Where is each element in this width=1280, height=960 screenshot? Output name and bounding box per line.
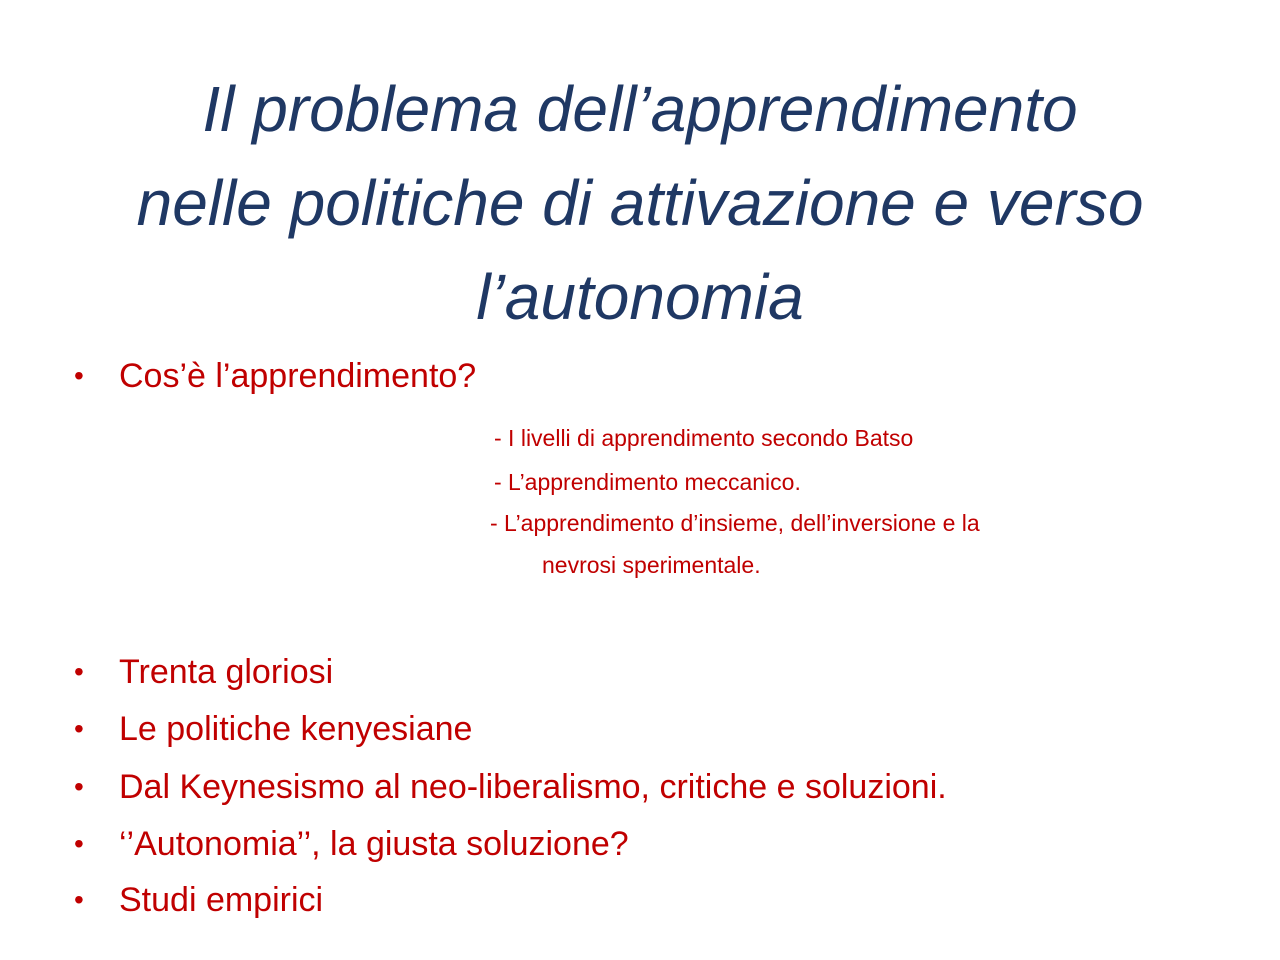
bullet-icon: • (74, 884, 84, 915)
bullet-icon: • (74, 656, 84, 687)
bullet-text: Studi empirici (119, 881, 324, 919)
title-line-3: l’autonomia (476, 261, 804, 333)
bullet-icon: • (74, 713, 84, 744)
slide-title (40, 62, 1240, 344)
bullet-text: Cos’è l’apprendimento? (119, 357, 477, 395)
bullet-icon: • (74, 360, 84, 391)
title-line-2: nelle politiche di attivazione e verso (136, 167, 1144, 239)
sub-item-livelli: - I livelli di apprendimento secondo Batso (494, 425, 914, 451)
bullet-icon: • (74, 771, 84, 802)
bullet-text: Le politiche kenyesiane (119, 710, 473, 748)
bullet-text: Trenta gloriosi (119, 653, 334, 691)
sub-item-insieme: - L’apprendimento d’insieme, dell’inversione e la (490, 510, 980, 536)
sub-item-meccanico: - L’apprendimento meccanico. (494, 469, 801, 495)
bullet-text: Dal Keynesismo al neo-liberalismo, critiche e soluzioni. (119, 768, 947, 806)
sub-item-nevrosi: nevrosi sperimentale. (542, 552, 761, 578)
bullet-text: ‘’Autonomia’’, la giusta soluzione? (119, 825, 629, 863)
title-line-1: Il problema dell’apprendimento (202, 73, 1078, 145)
bullet-icon: • (74, 828, 84, 859)
